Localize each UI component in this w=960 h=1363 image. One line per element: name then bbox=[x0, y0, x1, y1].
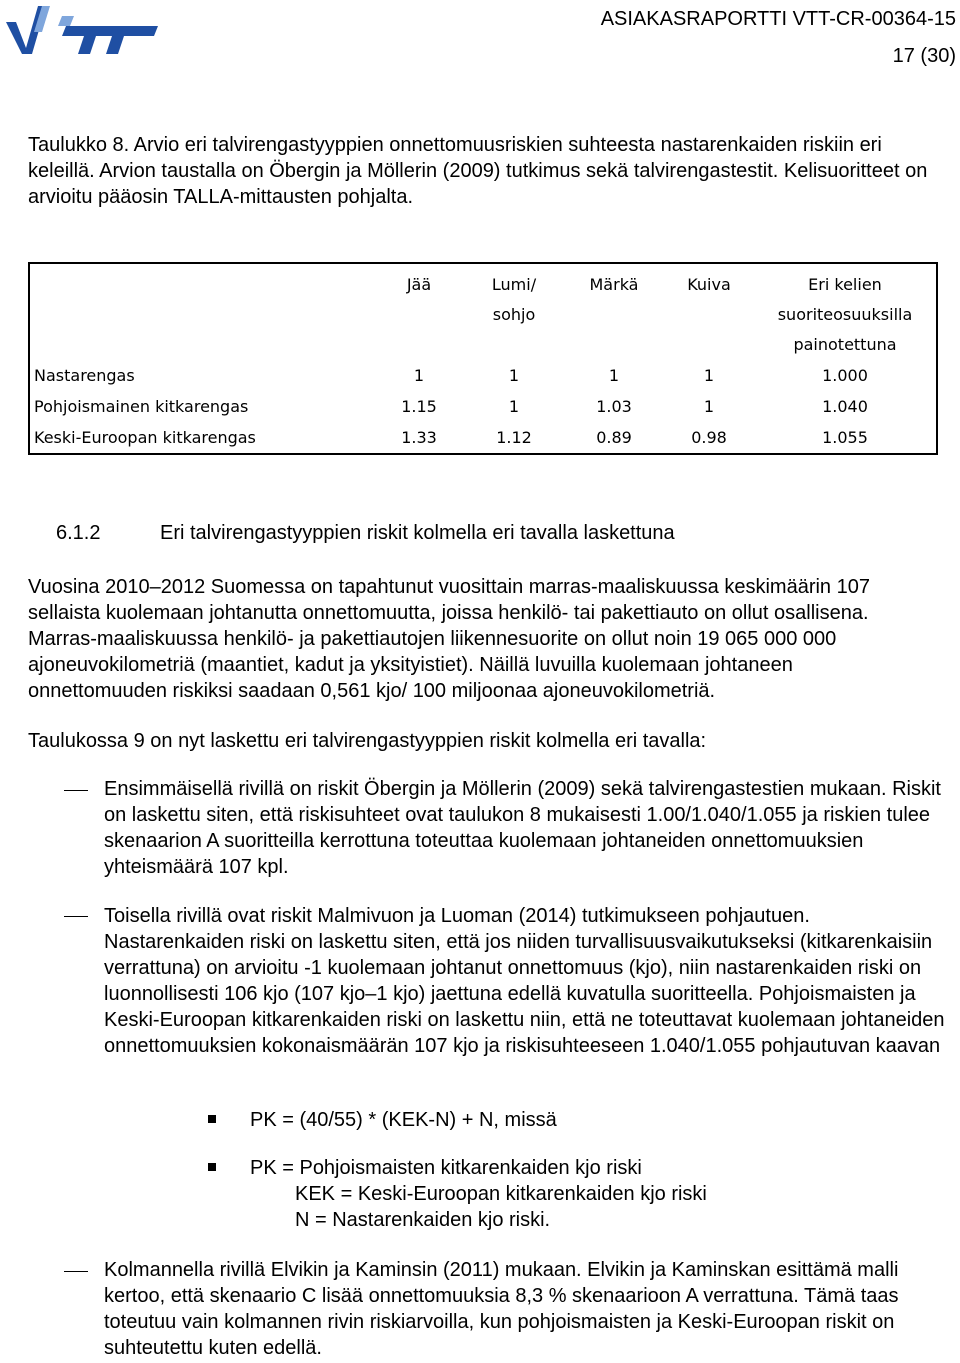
cell-weighted: 1.000 bbox=[822, 366, 868, 385]
cell-ice: 1 bbox=[413, 366, 425, 385]
header-weighted-line3: painotettuna bbox=[793, 335, 897, 354]
table-row bbox=[29, 391, 937, 422]
header-snow bbox=[464, 263, 564, 360]
header-snow-line1: Lumi/ bbox=[491, 275, 537, 294]
header-empty bbox=[29, 263, 374, 360]
cell-dry: 0.98 bbox=[691, 428, 727, 447]
row-label: Pohjoismainen kitkarengas bbox=[34, 397, 249, 416]
cell-weighted: 1.055 bbox=[822, 428, 868, 447]
table-header-row bbox=[29, 263, 937, 360]
square-bullet-icon bbox=[208, 1163, 216, 1171]
header-dry bbox=[664, 263, 754, 360]
cell-ice: 1.15 bbox=[401, 397, 437, 416]
list-item-third-row: Kolmannella rivillä Elvikin ja Kaminsin (2011) mukaan. Elvikin ja Kaminskan esittämä malli kertoo, että skenaario C lisää onnettomuuksia 8,3 % skenaarioon A verrattuna. Tämä taas toteutuu vain kolmannen rivin riskiarvoilla, kun pohjoismaisten ja Keski-Euroopan riskit on suhteutettu kuten edellä. bbox=[104, 1259, 899, 1359]
cell-wet: 1 bbox=[608, 366, 620, 385]
paragraph-table9-intro: Taulukossa 9 on nyt laskettu eri talvirengastyyppien riskit kolmella eri tavalla: bbox=[28, 730, 707, 752]
table-caption: Taulukko 8. Arvio eri talvirengastyyppien onnettomuusriskien suhteesta nastarenkaiden riskiin eri keleillä. Arvion taustalla on Öbergin ja Möllerin (2009) tutkimus sekä talvirengastestit. Kelisuoritteet on arvioitu pääosin TALLA-mittausten pohjalta. bbox=[28, 134, 928, 208]
list-item-second-row: Toisella rivillä ovat riskit Malmivuon ja Luoman (2014) tutkimukseen pohjautuen. Nastarenkaiden riski on laskettu siten, että jos niiden turvallisuusvaikutukseksi (kitkarenkaisiin verrattuna) on arvioitu -1 kuolemaan johtanut onnettomuus (kjo), niin nastarenkaiden riski on luonnollisesti 106 kjo (107 kjo‒1 kjo) jaettuna edellä kuvatulla suoritteella. Pohjoismaisten ja Keski-Euroopan kitkarenkaiden riski on laskettu niin, että ne toteuttavat kuolemaan johtaneiden onnettomuuksien kokonaismäärän 107 kjo ja riskisuhteeseen 1.040/1.055 pohjautuvan kaavan bbox=[104, 905, 945, 1057]
header-weighted bbox=[754, 263, 937, 360]
row-label: Nastarengas bbox=[34, 366, 135, 385]
header-ice-label: Jää bbox=[406, 275, 432, 294]
formula-pk: PK = (40/55) * (KEK-N) + N, missä bbox=[250, 1109, 557, 1131]
header-wet-label: Märkä bbox=[589, 275, 639, 294]
table-row bbox=[29, 422, 937, 454]
paragraph-accident-stats: Vuosina 2010‒2012 Suomessa on tapahtunut vuosittain marras-maaliskuussa keskimäärin 107 sellaista kuolemaan johtanutta onnettomuutta, joissa henkilö- tai pakettiauto on ollut osallisena. Marras-maaliskuussa henkilö- ja pakettiautojen liikennesuorite on ollut noin 19 065 000 000 ajoneuvokilometriä (maantiet, kadut ja yksityistiet). Näillä luvuilla kuolemaan johtaneen onnettomuuden riskiksi saadaan 0,561 kjo/ 100 miljoonaa ajoneuvokilometriä. bbox=[28, 576, 870, 702]
formula-kek-def: KEK = Keski-Euroopan kitkarenkaiden kjo riski bbox=[295, 1183, 707, 1205]
header-ice bbox=[374, 263, 464, 360]
page-number: 17 (30) bbox=[892, 45, 956, 67]
dash-bullet bbox=[64, 916, 88, 917]
vtt-logo-icon bbox=[2, 2, 162, 58]
header-weighted-line2: suoriteosuuksilla bbox=[777, 305, 913, 324]
cell-snow: 1 bbox=[508, 397, 520, 416]
section-title: Eri talvirengastyyppien riskit kolmella eri tavalla laskettuna bbox=[160, 522, 675, 544]
report-id: ASIAKASRAPORTTI VTT-CR-00364-15 bbox=[600, 8, 956, 30]
cell-snow: 1 bbox=[508, 366, 520, 385]
cell-dry: 1 bbox=[703, 397, 715, 416]
cell-wet: 1.03 bbox=[596, 397, 632, 416]
section-number: 6.1.2 bbox=[56, 522, 101, 544]
formula-pk-def: PK = Pohjoismaisten kitkarenkaiden kjo riski bbox=[250, 1157, 642, 1179]
formula-n-def: N = Nastarenkaiden kjo riski. bbox=[295, 1209, 551, 1231]
header-wet bbox=[564, 263, 664, 360]
cell-wet: 0.89 bbox=[596, 428, 632, 447]
square-bullet-icon bbox=[208, 1115, 216, 1123]
row-label: Keski-Euroopan kitkarengas bbox=[34, 428, 256, 447]
dash-bullet bbox=[64, 1271, 88, 1272]
cell-snow: 1.12 bbox=[496, 428, 532, 447]
header-weighted-line1: Eri kelien bbox=[808, 275, 882, 294]
list-item-first-row: Ensimmäisellä rivillä on riskit Öbergin ja Möllerin (2009) sekä talvirengastestien mukaan. Riskit on laskettu siten, että riskisuhteet ovat taulukon 8 mukaisesti 1.00/1.040/1.055 ja riskien tulee skenaarion A suoritteilla kerrottuna toteuttaa kuolemaan johtaneiden onnettomuuksien yhteismäärä 107 kpl. bbox=[104, 778, 941, 878]
table-row bbox=[29, 360, 937, 391]
header-snow-line2: sohjo bbox=[492, 305, 536, 324]
dash-bullet bbox=[64, 790, 88, 791]
cell-dry: 1 bbox=[703, 366, 715, 385]
risk-ratio-table bbox=[28, 262, 938, 455]
vtt-logo bbox=[2, 2, 162, 58]
header-dry-label: Kuiva bbox=[687, 275, 731, 294]
cell-weighted: 1.040 bbox=[822, 397, 868, 416]
cell-ice: 1.33 bbox=[401, 428, 437, 447]
